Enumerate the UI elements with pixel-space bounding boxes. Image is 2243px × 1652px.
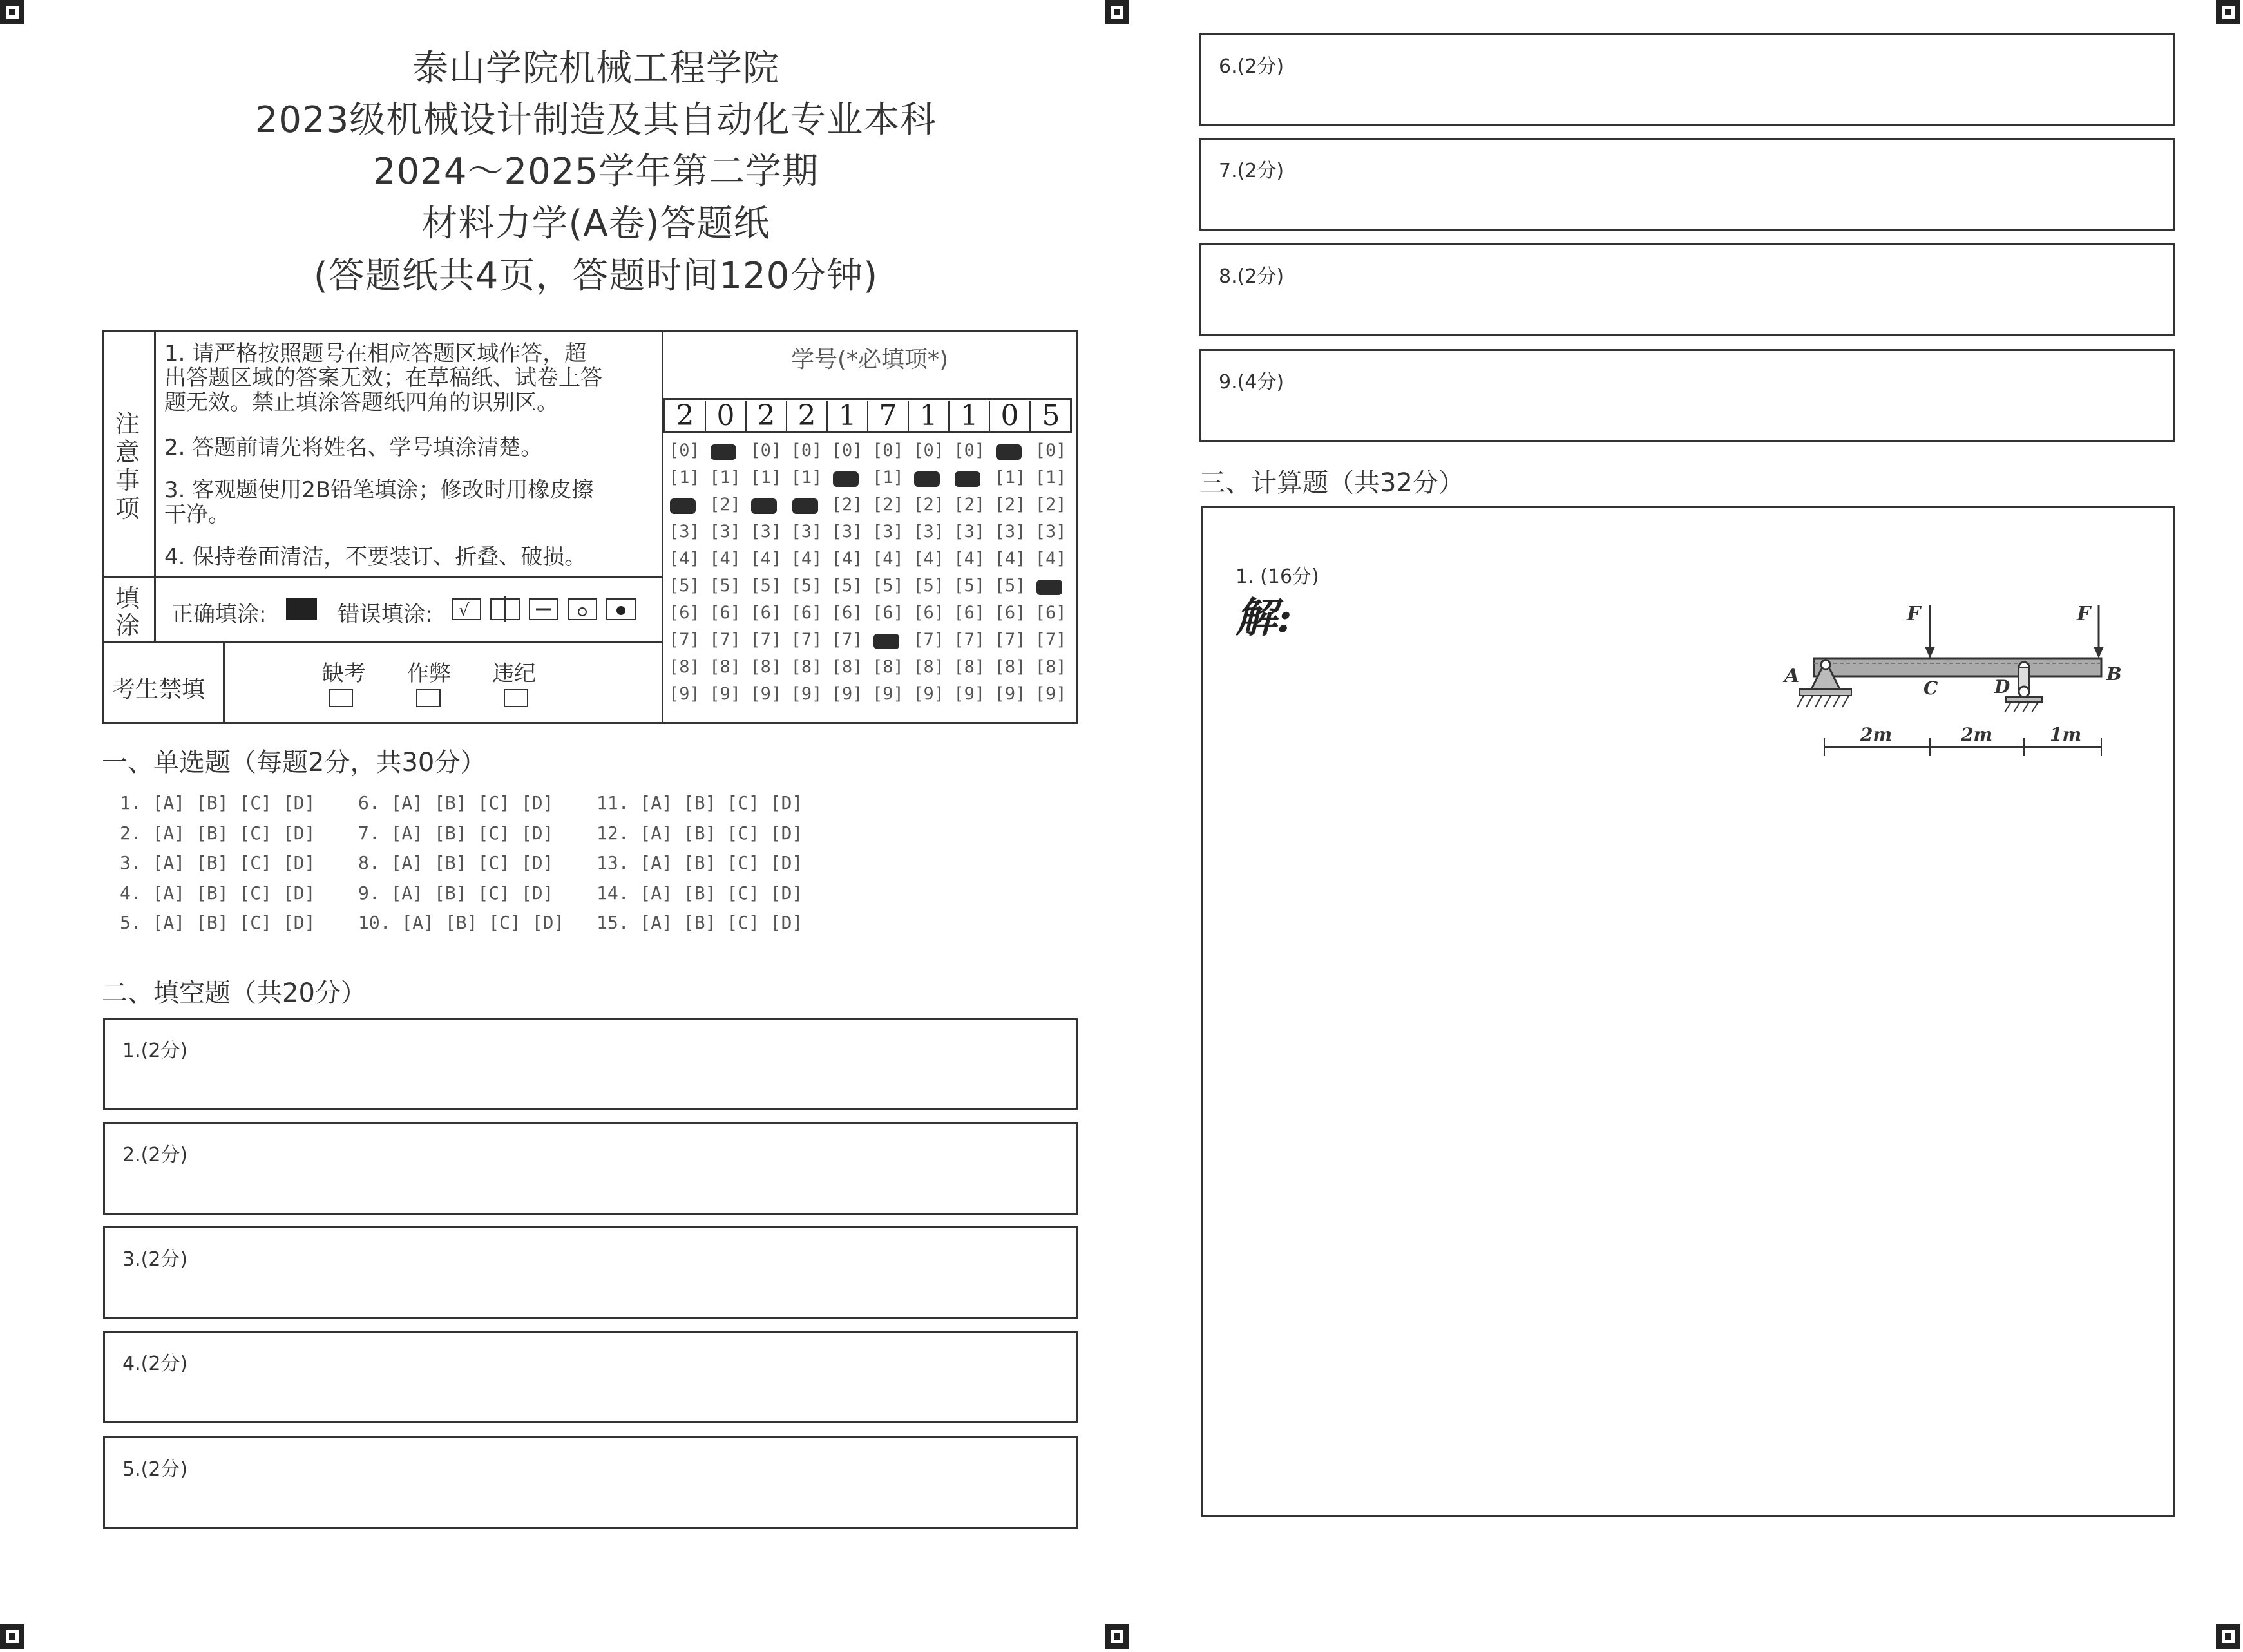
note-item-1b: 出答题区域的答案无效；在草稿纸、试卷上答	[164, 365, 602, 391]
student-id-bubble[interactable]: [1]	[1035, 468, 1067, 488]
student-id-bubble[interactable]: [8]	[709, 657, 741, 677]
student-id-bubble[interactable]: [5]	[994, 576, 1026, 596]
prohibited-label: 考生禁填	[112, 676, 205, 703]
mcq-question-row[interactable]: 11. [A] [B] [C] [D]	[597, 792, 803, 813]
notes-label: 注意事项	[115, 410, 140, 523]
student-id-bubble[interactable]: [4]	[913, 549, 944, 569]
fill-blank-answer-box[interactable]	[103, 1122, 1078, 1215]
violation-checkbox[interactable]	[504, 689, 528, 707]
student-id-bubble[interactable]: [6]	[790, 603, 823, 623]
student-id-bubble[interactable]: [3]	[669, 522, 700, 542]
mcq-question-row[interactable]: 9. [A] [B] [C] [D]	[358, 882, 554, 904]
student-id-bubble[interactable]: [3]	[831, 522, 863, 542]
student-id-bubble[interactable]: [6]	[750, 603, 782, 623]
student-id-bubble-filled[interactable]	[955, 471, 980, 487]
calc-q1-label: 1. (16分)	[1236, 565, 1319, 588]
student-id-bubble[interactable]: [0]	[790, 441, 823, 460]
student-id-bubble[interactable]: [9]	[994, 684, 1026, 704]
student-id-bubble[interactable]: [9]	[709, 684, 741, 704]
student-id-bubble[interactable]: [7]	[1035, 630, 1067, 650]
point-a-label: A	[1784, 665, 1800, 687]
corner-mark-bottom-middle	[1105, 1624, 1129, 1649]
student-id-bubble[interactable]: [3]	[994, 522, 1026, 542]
fill-guide-label: 填涂	[115, 584, 140, 640]
student-id-bubble[interactable]: [3]	[913, 522, 944, 542]
student-id-bubble[interactable]: [8]	[831, 657, 863, 677]
fill-blank-answer-box[interactable]	[103, 1018, 1078, 1110]
student-id-bubble[interactable]: [9]	[872, 684, 904, 704]
student-id-bubble[interactable]: [1]	[994, 468, 1026, 488]
student-id-bubble[interactable]: [3]	[750, 522, 782, 542]
fill-blank-section-title: 二、填空题（共20分）	[102, 978, 367, 1008]
student-id-bubble[interactable]: [9]	[669, 684, 700, 704]
student-id-digit: 1	[950, 401, 990, 432]
fill-blank-answer-box[interactable]	[1199, 243, 2175, 336]
student-id-bubble[interactable]: [8]	[994, 657, 1026, 677]
corner-mark-bottom-right	[2216, 1624, 2240, 1649]
mcq-question-row[interactable]: 14. [A] [B] [C] [D]	[597, 882, 803, 904]
note-item-3b: 干净。	[164, 502, 230, 527]
note-item-2: 2. 答题前请先将姓名、学号填涂清楚。	[164, 435, 543, 460]
student-id-bubble[interactable]: [2]	[709, 495, 741, 515]
student-id-bubble[interactable]: [5]	[669, 576, 700, 596]
calc-answer-handwriting: 解:	[1236, 594, 1292, 642]
force-label-left: F	[1907, 603, 1921, 625]
student-id-bubble[interactable]: [2]	[994, 495, 1026, 515]
student-id-digit: 2	[787, 401, 828, 432]
force-label-right: F	[2077, 603, 2091, 625]
student-id-bubble[interactable]: [0]	[669, 441, 700, 460]
student-id-digit: 0	[706, 401, 747, 432]
student-id-bubble[interactable]: [4]	[831, 549, 863, 569]
fill-wrong-samples	[451, 596, 644, 622]
student-id-bubble[interactable]: [5]	[790, 576, 823, 596]
student-id-bubble[interactable]: [6]	[709, 603, 741, 623]
prohibited-violation-label: 违纪	[492, 661, 536, 687]
student-id-bubble[interactable]: [7]	[831, 630, 863, 650]
student-id-bubble[interactable]: [1]	[709, 468, 741, 488]
student-id-bubble[interactable]: [0]	[913, 441, 944, 460]
student-id-bubble[interactable]: [5]	[709, 576, 741, 596]
student-id-bubble[interactable]: [3]	[709, 522, 741, 542]
mcq-question-row[interactable]: 6. [A] [B] [C] [D]	[358, 792, 554, 813]
student-id-digit: 1	[909, 401, 950, 432]
mcq-question-row[interactable]: 10. [A] [B] [C] [D]	[358, 912, 565, 933]
fill-blank-question-label: 9.(4分)	[1219, 371, 1284, 394]
student-id-bubble[interactable]: [3]	[790, 522, 823, 542]
calc-section-title: 三、计算题（共32分）	[1199, 468, 1464, 498]
beam-diagram	[1771, 593, 2132, 766]
mcq-question-row[interactable]: 15. [A] [B] [C] [D]	[597, 912, 803, 933]
student-id-bubble[interactable]: [9]	[1035, 684, 1067, 704]
fill-wrong-label: 错误填涂:	[338, 602, 433, 627]
mcq-question-row[interactable]: 5. [A] [B] [C] [D]	[120, 912, 316, 933]
student-id-bubble-filled[interactable]	[873, 634, 899, 649]
student-id-bubble-filled[interactable]	[833, 471, 859, 487]
prohibited-cheat-label: 作弊	[407, 661, 451, 687]
dim-label-2: 2m	[1961, 724, 1993, 745]
note-item-4: 4. 保持卷面清洁，不要装订、折叠、破损。	[164, 544, 587, 570]
fill-blank-question-label: 3.(2分)	[122, 1248, 188, 1271]
student-id-bubble[interactable]: [7]	[790, 630, 823, 650]
fill-blank-answer-box[interactable]	[103, 1436, 1078, 1529]
student-id-bubble[interactable]: [0]	[1035, 441, 1067, 460]
student-id-bubble-filled[interactable]	[670, 498, 696, 514]
fill-blank-question-label: 1.(2分)	[122, 1040, 188, 1062]
student-id-bubble[interactable]: [3]	[953, 522, 986, 542]
dim-label-3: 1m	[2050, 724, 2082, 745]
student-id-bubble[interactable]: [7]	[953, 630, 986, 650]
point-b-label: B	[2106, 663, 2122, 685]
header-school: 泰山学院机械工程学院	[412, 48, 779, 90]
absent-checkbox[interactable]	[329, 689, 353, 707]
student-id-bubble[interactable]: [4]	[953, 549, 986, 569]
fill-blank-question-label: 8.(2分)	[1219, 265, 1284, 288]
student-id-label: 学号(*必填项*)	[790, 347, 949, 373]
student-id-bubble[interactable]: [4]	[872, 549, 904, 569]
student-id-bubble[interactable]: [6]	[1035, 603, 1067, 623]
student-id-bubble[interactable]: [8]	[872, 657, 904, 677]
header-major: 2023级机械设计制造及其自动化专业本科	[254, 99, 937, 141]
student-id-bubble[interactable]: [7]	[709, 630, 741, 650]
student-id-bubble[interactable]: [2]	[953, 495, 986, 515]
student-id-bubble[interactable]: [4]	[750, 549, 782, 569]
student-id-bubble[interactable]: [0]	[872, 441, 904, 460]
student-id-bubble[interactable]: [4]	[1035, 549, 1067, 569]
student-id-bubble[interactable]: [9]	[831, 684, 863, 704]
header-exam-info: (答题纸共4页，答题时间120分钟)	[313, 255, 879, 297]
mcq-question-row[interactable]: 2. [A] [B] [C] [D]	[120, 822, 316, 844]
student-id-bubble[interactable]: [7]	[994, 630, 1026, 650]
student-id-bubble[interactable]: [6]	[994, 603, 1026, 623]
student-id-digit: 2	[747, 401, 787, 432]
student-id-bubble[interactable]: [3]	[872, 522, 904, 542]
svg-text:√: √	[459, 601, 470, 620]
fill-blank-answer-box[interactable]	[1199, 138, 2175, 231]
student-id-bubble-filled[interactable]	[996, 444, 1022, 460]
corner-mark-top-right	[2216, 0, 2240, 24]
fill-blank-question-label: 7.(2分)	[1219, 160, 1284, 182]
student-id-bubble[interactable]: [6]	[669, 603, 700, 623]
student-id-bubble[interactable]: [4]	[709, 549, 741, 569]
student-id-bubble[interactable]: [0]	[831, 441, 863, 460]
dim-label-1: 2m	[1860, 724, 1893, 745]
student-id-bubble[interactable]: [8]	[750, 657, 782, 677]
fill-blank-question-label: 5.(2分)	[122, 1458, 188, 1481]
fill-blank-answer-box[interactable]	[1199, 33, 2175, 126]
student-id-bubble[interactable]: [0]	[953, 441, 986, 460]
student-id-digit: 0	[990, 401, 1031, 432]
mcq-question-row[interactable]: 4. [A] [B] [C] [D]	[120, 882, 316, 904]
student-id-bubble[interactable]: [8]	[1035, 657, 1067, 677]
student-id-bubble-filled[interactable]	[711, 444, 736, 460]
student-id-bubble[interactable]: [0]	[750, 441, 782, 460]
student-id-bubble[interactable]: [2]	[831, 495, 863, 515]
student-id-bubble[interactable]: [2]	[913, 495, 944, 515]
fill-blank-answer-box[interactable]	[103, 1226, 1078, 1319]
student-id-bubble[interactable]: [7]	[913, 630, 944, 650]
mcq-question-row[interactable]: 3. [A] [B] [C] [D]	[120, 852, 316, 873]
student-id-bubble[interactable]: [2]	[1035, 495, 1067, 515]
student-id-bubble[interactable]: [7]	[750, 630, 782, 650]
student-id-bubble-filled[interactable]	[1036, 580, 1062, 595]
fill-correct-label: 正确填涂:	[171, 602, 267, 627]
fill-blank-answer-box[interactable]	[1199, 349, 2175, 442]
student-id-bubble[interactable]: [7]	[669, 630, 700, 650]
cheat-checkbox[interactable]	[416, 689, 441, 707]
student-id-digit: 2	[665, 401, 706, 432]
student-id-bubble[interactable]: [1]	[872, 468, 904, 488]
mcq-section-title: 一、单选题（每题2分，共30分）	[102, 748, 486, 777]
point-d-label: D	[1994, 676, 2010, 698]
fill-blank-question-label: 6.(2分)	[1219, 55, 1284, 78]
note-item-1a: 1. 请严格按照题号在相应答题区域作答，超	[164, 341, 587, 366]
point-c-label: C	[1923, 678, 1938, 699]
student-id-bubble[interactable]: [2]	[872, 495, 904, 515]
fill-blank-answer-box[interactable]	[103, 1331, 1078, 1423]
student-id-bubble[interactable]: [6]	[953, 603, 986, 623]
fill-blank-question-label: 2.(2分)	[122, 1144, 188, 1166]
student-id-bubble[interactable]: [4]	[790, 549, 823, 569]
student-id-bubble[interactable]: [6]	[913, 603, 944, 623]
student-id-bubble[interactable]: [9]	[953, 684, 986, 704]
student-id-bubble[interactable]: [6]	[872, 603, 904, 623]
prohibited-absent-label: 缺考	[322, 661, 366, 687]
student-id-bubble[interactable]: [1]	[790, 468, 823, 488]
corner-mark-top-middle	[1105, 0, 1129, 24]
mcq-question-row[interactable]: 13. [A] [B] [C] [D]	[597, 852, 803, 873]
student-id-bubble[interactable]: [4]	[994, 549, 1026, 569]
fill-correct-sample	[286, 598, 317, 620]
student-id-bubble[interactable]: [9]	[790, 684, 823, 704]
student-id-bubble-filled[interactable]	[751, 498, 777, 514]
student-id-bubble[interactable]: [9]	[913, 684, 944, 704]
student-id-bubble[interactable]: [4]	[669, 549, 700, 569]
student-id-bubble[interactable]: [3]	[1035, 522, 1067, 542]
mcq-question-row[interactable]: 8. [A] [B] [C] [D]	[358, 852, 554, 873]
student-id-bubble[interactable]: [5]	[953, 576, 986, 596]
mcq-question-row[interactable]: 7. [A] [B] [C] [D]	[358, 822, 554, 844]
note-item-1c: 题无效。禁止填涂答题纸四角的识别区。	[164, 390, 558, 415]
corner-mark-top-left	[0, 0, 24, 24]
student-id-digit: 7	[868, 401, 909, 432]
student-id-bubble[interactable]: [1]	[750, 468, 782, 488]
student-id-bubble[interactable]: [8]	[790, 657, 823, 677]
mcq-question-row[interactable]: 1. [A] [B] [C] [D]	[120, 792, 316, 813]
student-id-bubble[interactable]: [5]	[913, 576, 944, 596]
student-id-bubble[interactable]: [8]	[913, 657, 944, 677]
student-id-bubble-filled[interactable]	[914, 471, 940, 487]
student-id-bubble[interactable]: [5]	[750, 576, 782, 596]
student-id-bubble[interactable]: [8]	[669, 657, 700, 677]
student-id-bubble[interactable]: [8]	[953, 657, 986, 677]
student-id-digit: 1	[828, 401, 868, 432]
student-id-bubble[interactable]: [1]	[669, 468, 700, 488]
student-id-bubble[interactable]: [5]	[831, 576, 863, 596]
student-id-bubble-filled[interactable]	[792, 498, 818, 514]
student-id-bubble[interactable]: [5]	[872, 576, 904, 596]
student-id-bubble[interactable]: [9]	[750, 684, 782, 704]
header-exam-title: 材料力学(A卷)答题纸	[421, 203, 770, 245]
note-item-3a: 3. 客观题使用2B铅笔填涂；修改时用橡皮擦	[164, 477, 594, 503]
fill-blank-question-label: 4.(2分)	[122, 1353, 188, 1375]
mcq-question-row[interactable]: 12. [A] [B] [C] [D]	[597, 822, 803, 844]
header-semester: 2024～2025学年第二学期	[372, 151, 819, 193]
student-id-digit: 5	[1042, 399, 1060, 432]
student-id-bubble[interactable]: [6]	[831, 603, 863, 623]
corner-mark-bottom-left	[0, 1624, 24, 1649]
